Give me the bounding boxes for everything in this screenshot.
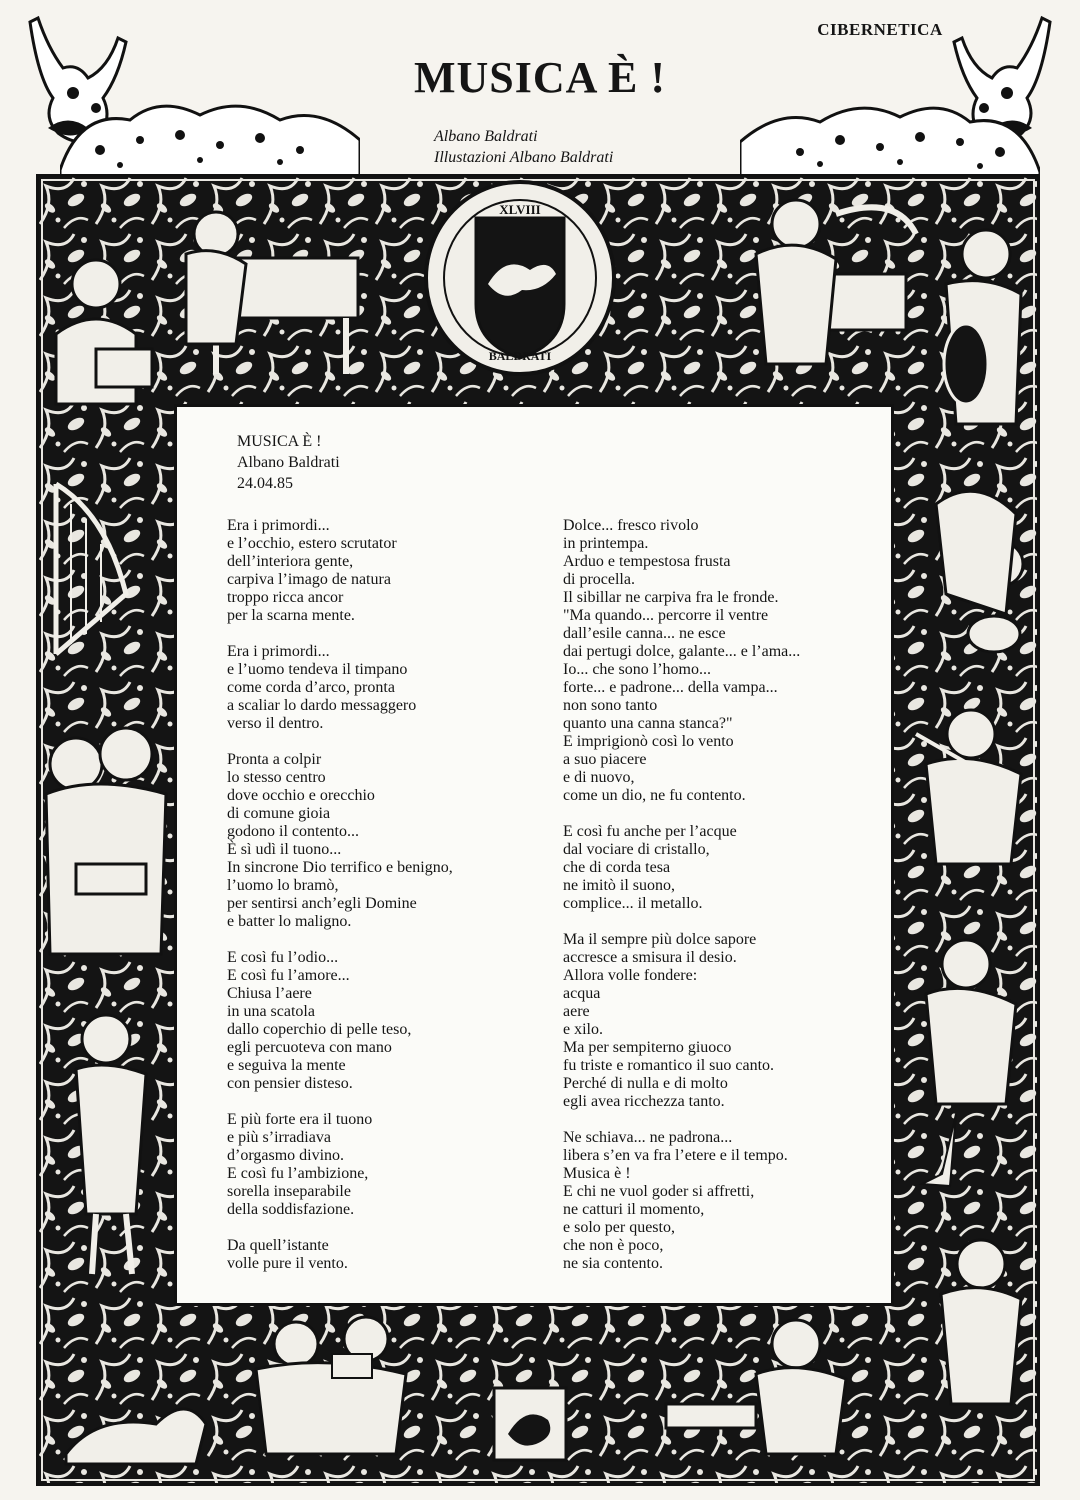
poem-stanza xyxy=(563,823,873,913)
poem-line: come un dio, ne fu contento. xyxy=(563,787,746,804)
poem-line: in una scatola xyxy=(227,1003,315,1020)
poem-stanza xyxy=(563,517,873,805)
poem-line: di comune gioia xyxy=(227,805,331,822)
poem-line: forte... e padrone... della vampa... xyxy=(563,679,778,696)
poem-line: Perché di nulla e di molto xyxy=(563,1075,728,1092)
poem-line: l’uomo lo bramò, xyxy=(227,877,339,894)
poem-stanza xyxy=(227,1111,517,1219)
poem-stanza xyxy=(227,949,517,1093)
poem-line: accresce a smisura il desio. xyxy=(563,949,737,966)
poem-line: dell’interiora gente, xyxy=(227,553,354,570)
poem-line: ne sia contento. xyxy=(563,1255,663,1272)
poem-line: E imprigionò così lo vento xyxy=(563,733,734,750)
poem-line: che non è poco, xyxy=(563,1237,664,1254)
poem-line: egli avea ricchezza tanto. xyxy=(563,1093,725,1110)
griffin-panel-icon xyxy=(494,1388,566,1460)
poem-line: E chi ne vuol goder si affretti, xyxy=(563,1183,755,1200)
poem-line: volle pure il vento. xyxy=(227,1255,348,1272)
poem-line: carpiva l’imago de natura xyxy=(227,571,391,588)
poem-date: 24.04.85 xyxy=(237,475,293,492)
poem-line: Da quell’istante xyxy=(227,1237,329,1254)
poem-line: e più s’irradiava xyxy=(227,1129,331,1146)
poem-line: e l’uomo tendeva il timpano xyxy=(227,661,408,678)
poem-line: egli percuoteva con mano xyxy=(227,1039,392,1056)
poem-line: e batter lo maligno. xyxy=(227,913,352,930)
poem-title: MUSICA È ! xyxy=(237,433,322,450)
poem-line: per la scarna mente. xyxy=(227,607,355,624)
poem-line: Era i primordi... xyxy=(227,643,330,660)
poem-line: ne catturi il momento, xyxy=(563,1201,705,1218)
poem-line: dove occhio e orecchio xyxy=(227,787,375,804)
poem-line: non sono tanto xyxy=(563,697,658,714)
children-reading-icon xyxy=(46,728,166,954)
poem-stanza xyxy=(227,1237,517,1273)
poem-line: e seguiva la mente xyxy=(227,1057,346,1074)
section-label: CIBERNETICA xyxy=(817,20,943,39)
poem-line: con pensier disteso. xyxy=(227,1075,353,1092)
poem-line: e solo per questo, xyxy=(563,1219,675,1236)
poem-line: Ne schiava... ne padrona... xyxy=(563,1129,733,1146)
poem-line: di procella. xyxy=(563,571,635,588)
poem-line: della soddisfazione. xyxy=(227,1201,355,1218)
poem-line: E più forte era il tuono xyxy=(227,1111,373,1128)
poem-line: Ma per sempiterno giuoco xyxy=(563,1039,732,1056)
poem-line: E così fu l’ambizione, xyxy=(227,1165,369,1182)
poem-line: a suo piacere xyxy=(563,751,647,768)
poem-line: sorella inseparabile xyxy=(227,1183,351,1200)
poem-line: In sincrone Dio terrifico e benigno, xyxy=(227,859,453,876)
poem-stanza xyxy=(563,1129,873,1273)
baldrati-emblem xyxy=(426,182,614,374)
poem-line: Io... che sono l’homo... xyxy=(563,661,711,678)
poem-line: E così fu anche per l’acque xyxy=(563,823,737,840)
poem-line: d’orgasmo divino. xyxy=(227,1147,345,1164)
poem-header xyxy=(237,431,340,494)
poem-line: E così fu l’amore... xyxy=(227,967,350,984)
page-title: MUSICA È ! xyxy=(413,53,667,102)
illustration-credit: Illustazioni Albano Baldrati xyxy=(434,149,614,166)
poem-line: Arduo e tempestosa frusta xyxy=(563,553,731,570)
poem-line: Pronta a colpir xyxy=(227,751,322,768)
poem-panel xyxy=(174,404,894,1306)
poem-line: Musica è ! xyxy=(563,1165,631,1182)
poem-line: quanto una canna stanca?" xyxy=(563,715,733,732)
poem-line: Ma il sempre più dolce sapore xyxy=(563,931,757,948)
poem-stanza xyxy=(227,517,517,625)
foliage-ornament-right-icon xyxy=(740,92,1040,185)
author-credit: Albano Baldrati xyxy=(434,128,538,145)
poem-line: in printempa. xyxy=(563,535,649,552)
poem-line: a scaliar lo dardo messaggero xyxy=(227,697,417,714)
poem-stanza xyxy=(563,931,873,1111)
poem-line: come corda d’arco, pronta xyxy=(227,679,395,696)
poem-line: ne imitò il suono, xyxy=(563,877,675,894)
poem-line: Allora volle fondere: xyxy=(563,967,698,984)
poem-line: Il sibillar ne carpiva fra le fronde. xyxy=(563,589,779,606)
poem-line: troppo ricca ancor xyxy=(227,589,344,606)
poem-line: dall’esile canna... ne esce xyxy=(563,625,726,642)
poem-line: Era i primordi... xyxy=(227,517,330,534)
poem-line: Dolce... fresco rivolo xyxy=(563,517,699,534)
emblem-numeral: XLVIII xyxy=(499,202,541,217)
poem-line: che di corda tesa xyxy=(563,859,671,876)
emblem-name: BALDRATI xyxy=(488,349,552,363)
poem-line: per sentirsi anch’egli Domine xyxy=(227,895,417,912)
poem-line: "Ma quando... percorre il ventre xyxy=(563,607,769,624)
poem-line: acqua xyxy=(563,985,601,1002)
poem-line: e l’occhio, estero scrutator xyxy=(227,535,397,552)
poem-line: e xilo. xyxy=(563,1021,603,1038)
poem-author: Albano Baldrati xyxy=(237,454,340,471)
poem-line: complice... il metallo. xyxy=(563,895,703,912)
poem-line: e di nuovo, xyxy=(563,769,635,786)
poem-line: dal vociare di cristallo, xyxy=(563,841,710,858)
poem-line: dallo coperchio di pelle teso, xyxy=(227,1021,412,1038)
foliage-ornament-left-icon xyxy=(60,90,360,185)
poem-stanza xyxy=(227,643,517,733)
poem-line: È sì udì il tuono... xyxy=(227,841,342,858)
poem-line: aere xyxy=(563,1003,590,1020)
poem-line: lo stesso centro xyxy=(227,769,326,786)
poem-line: verso il dentro. xyxy=(227,715,324,732)
poem-column-right xyxy=(563,517,873,1291)
poem-column-left xyxy=(227,517,517,1291)
poem-stanza xyxy=(227,751,517,931)
poem-line: libera s’en va fra l’etere e il tempo. xyxy=(563,1147,788,1164)
poem-line: fu triste e romantico il suo canto. xyxy=(563,1057,775,1074)
poem-line: dai pertugi dolce, galante... e l’ama... xyxy=(563,643,801,660)
poem-line: E così fu l’odio... xyxy=(227,949,339,966)
poem-line: Chiusa l’aere xyxy=(227,985,312,1002)
poem-line: godono il contento... xyxy=(227,823,359,840)
